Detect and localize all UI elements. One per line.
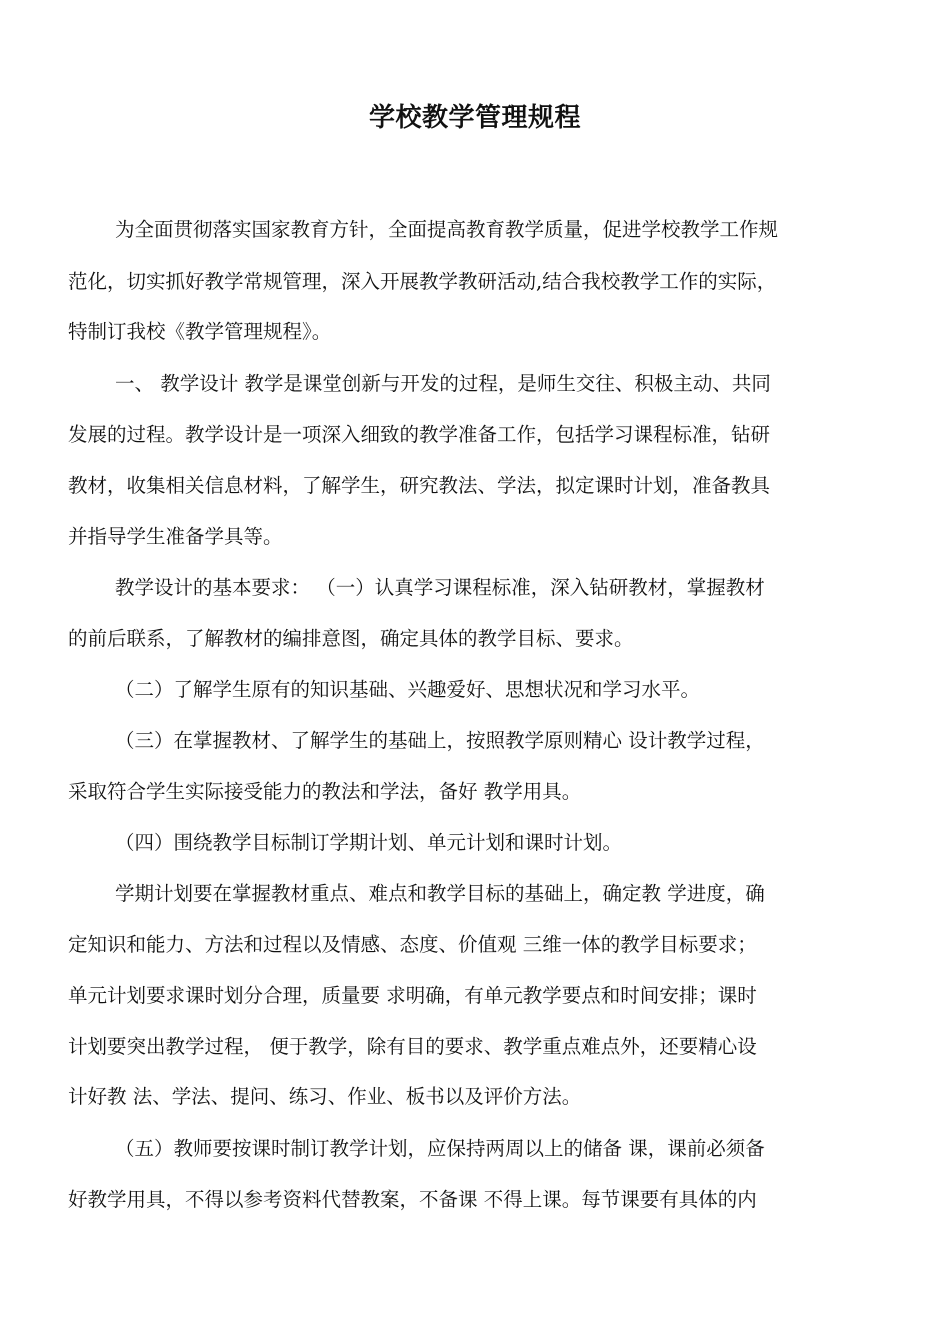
paragraph-line: 计划要突出教学过程， 便于教学，除有目的要求、教学重点难点外，还要精心设 xyxy=(68,1035,757,1058)
paragraph-line: 采取符合学生实际接受能力的教法和学法，备好 教学用具。 xyxy=(68,780,582,803)
paragraph-line: 一、 教学设计 教学是课堂创新与开发的过程，是师生交往、积极主动、共同 xyxy=(115,372,771,395)
paragraph-line: （五）教师要按课时制订教学计划，应保持两周以上的储备 课，课前必须备 xyxy=(115,1137,765,1160)
paragraph-line: 教学设计的基本要求： （一）认真学习课程标准，深入钻研教材，掌握教材 xyxy=(115,576,765,599)
paragraph-line: 教材，收集相关信息材料，了解学生，研究教法、学法，拟定课时计划，准备教具 xyxy=(68,474,771,497)
paragraph-line: 并指导学生准备学具等。 xyxy=(68,525,283,548)
paragraph-line: 范化，切实抓好教学常规管理，深入开展教学教研活动,结合我校教学工作的实际， xyxy=(68,270,777,293)
paragraph-line: 计好教 法、学法、提问、练习、作业、板书以及评价方法。 xyxy=(68,1085,582,1108)
paragraph-line: 的前后联系，了解教材的编排意图，确定具体的教学目标、要求。 xyxy=(68,627,634,650)
paragraph-line: （二）了解学生原有的知识基础、兴趣爱好、思想状况和学习水平。 xyxy=(115,678,701,701)
paragraph-line: 为全面贯彻落实国家教育方针，全面提高教育教学质量，促进学校教学工作规 xyxy=(115,218,779,241)
paragraph-line: 好教学用具，不得以参考资料代替教案，不备课 不得上课。每节课要有具体的内 xyxy=(68,1188,757,1211)
paragraph-line: 学期计划要在掌握教材重点、难点和教学目标的基础上，确定教 学进度，确 xyxy=(115,882,765,905)
paragraph-line: 单元计划要求课时划分合理，质量要 求明确，有单元教学要点和时间安排；课时 xyxy=(68,984,757,1007)
document-title: 学校教学管理规程 xyxy=(368,103,581,133)
paragraph-line: （三）在掌握教材、了解学生的基础上，按照教学原则精心 设计教学过程， xyxy=(115,729,765,752)
paragraph-line: （四）围绕教学目标制订学期计划、单元计划和课时计划。 xyxy=(115,831,623,854)
paragraph-line: 特制订我校《教学管理规程》。 xyxy=(68,320,332,343)
paragraph-line: 定知识和能力、方法和过程以及情感、态度、价值观 三维一体的教学目标要求； xyxy=(68,933,757,956)
paragraph-line: 发展的过程。教学设计是一项深入细致的教学准备工作，包括学习课程标准，钻研 xyxy=(68,423,771,446)
